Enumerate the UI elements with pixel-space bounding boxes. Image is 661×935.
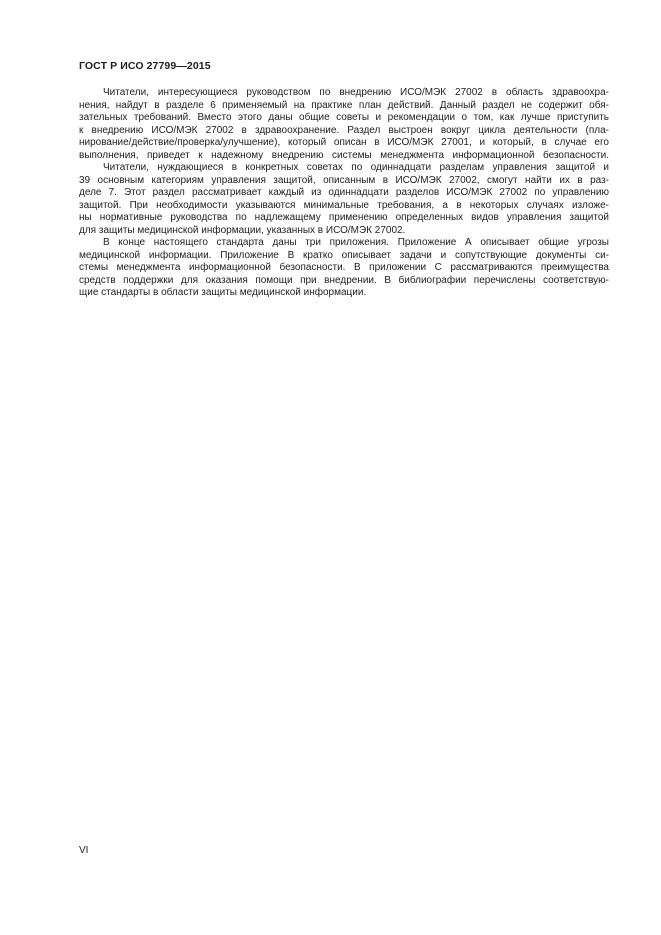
paragraph-3-line: стемы менеджмента информационной безопасности. В приложении С рассматриваются преимущества bbox=[79, 262, 609, 273]
paragraph-2-line: Читатели, нуждающиеся в конкретных советах по одиннадцати разделам управления защитой и bbox=[103, 162, 609, 173]
paragraph-3-line: медицинской информации. Приложение В кратко описывает задачи и сопутствующие документы си- bbox=[79, 249, 609, 261]
page-header-standard-id: ГОСТ Р ИСО 27799—2015 bbox=[79, 60, 211, 72]
paragraph-2-line: ны нормативные руководства по надлежащему применению определенных видов управления защитой bbox=[79, 212, 609, 223]
paragraph-1-line: нирование/действие/проверка/улучшение), который описан в ИСО/МЭК 27001, и который, в случае его bbox=[79, 137, 609, 148]
paragraph-2-line: 39 основным категориям управления защитой, описанным в ИСО/МЭК 27002, смогут найти их в раз- bbox=[79, 174, 609, 186]
paragraph-1-line: нения, найдут в разделе 6 применяемый на практике план действий. Данный раздел не содержит обя- bbox=[79, 99, 609, 111]
paragraph-1-line: зательных требований. Вместо этого даны общие советы и рекомендации о том, как лучше приступить bbox=[79, 112, 609, 123]
paragraph-3-line: В конце настоящего стандарта даны три приложения. Приложение А описывает общие угрозы bbox=[103, 237, 609, 248]
page-number: VI bbox=[79, 845, 89, 856]
paragraph-1-line: Читатели, интересующиеся руководством по внедрению ИСО/МЭК 27002 в область здравоохра- bbox=[103, 87, 609, 98]
paragraph-1-line: выполнения, приведет к надежному внедрению системы менеджмента информационной безопасности. bbox=[79, 149, 609, 161]
paragraph-2-line: деле 7. Этот раздел рассматривает каждый из одиннадцати разделов ИСО/МЭК 27002 по управлению bbox=[79, 187, 609, 198]
paragraph-2-line: защитой. При необходимости указываются минимальные требования, а в некоторых случаях изложе- bbox=[79, 199, 609, 211]
body-text bbox=[79, 87, 609, 300]
paragraph-1-line: к внедрению ИСО/МЭК 27002 в здравоохранение. Раздел выстроен вокруг цикла деятельности (пла- bbox=[79, 124, 609, 136]
paragraph-3-line: щие стандарты в области защиты медицинской информации. bbox=[79, 287, 367, 298]
paragraph-2-line: для защиты медицинской информации, указанных в ИСО/МЭК 27002. bbox=[79, 224, 406, 236]
paragraph-3-line: средств поддержки для оказания помощи при внедрении. В библиографии перечислены соответствую- bbox=[79, 274, 609, 286]
